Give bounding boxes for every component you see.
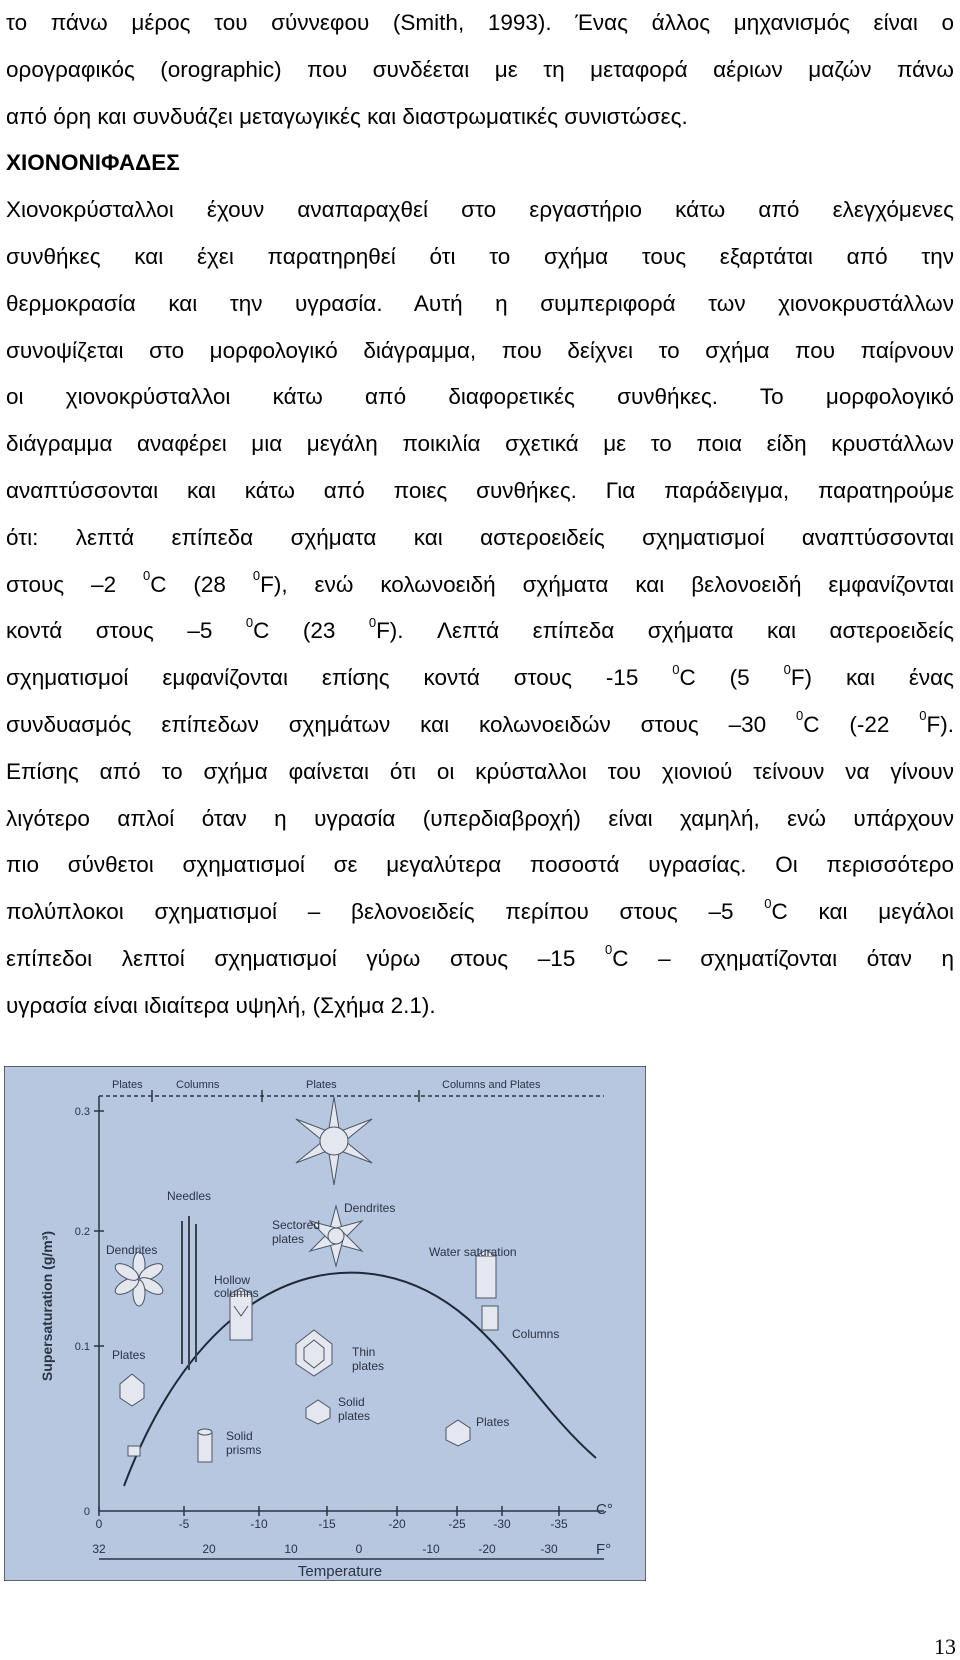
f-tick-label: -20 xyxy=(478,1542,496,1556)
label-plates-right: Plates xyxy=(476,1415,510,1429)
text-line: ορογραφικός (orographic) που συνδέεται με τη μεταφορά αέριων μαζών πάνω xyxy=(6,56,954,82)
text-line-degrees: επίπεδοι λεπτοί σχηματισμοί γύρω στους –15 $^0$C – σχηματίζονται όταν η xyxy=(6,942,954,971)
f-tick-label: -30 xyxy=(540,1542,558,1556)
label-solid-plates: plates xyxy=(338,1409,371,1423)
x-tick-label: -25 xyxy=(448,1517,466,1531)
top-region-labels xyxy=(112,1079,541,1091)
x-tick-label: -35 xyxy=(550,1517,568,1531)
diagram-svg xyxy=(4,1066,646,1581)
label-dendrites-top: Dendrites xyxy=(344,1201,396,1215)
label-columns-right: Columns xyxy=(512,1327,560,1341)
text-line: Επίσης από το σχήμα φαίνεται ότι οι κρύσταλλοι του χιονιού τείνουν να γίνουν xyxy=(6,758,954,784)
text-line: λιγότερο απλοί όταν η υγρασία (υπερδιαβροχή) είναι χαμηλή, ενώ υπάρχουν xyxy=(6,805,954,831)
label-plates-left: Plates xyxy=(112,1348,146,1362)
label-solid-prisms: prisms xyxy=(226,1443,262,1457)
y-tick-label: 0 xyxy=(83,1506,90,1518)
body-text xyxy=(6,0,954,1030)
x-tick-label: -20 xyxy=(388,1517,406,1531)
page-number: 13 xyxy=(934,1634,956,1659)
text-line: θερμοκρασία και την υγρασία. Αυτή η συμπεριφορά των χιονοκρυστάλλων xyxy=(6,290,954,316)
text-line: από όρη και συνδυάζει μεταγωγικές και διαστρωματικές συνιστώσες. xyxy=(6,103,688,129)
text-line: συνθήκες και έχει παρατηρηθεί ότι το σχήμα τους εξαρτάται από την xyxy=(6,243,954,269)
x-axis-title: Temperature xyxy=(297,1563,383,1580)
region-label: Columns xyxy=(176,1079,220,1091)
label-sectored-plates: plates xyxy=(272,1232,305,1246)
text-line: Χιονοκρύσταλλοι έχουν αναπαραχθεί στο εργαστήριο κάτω από ελεγχόμενες xyxy=(6,197,954,223)
celsius-unit: C° xyxy=(596,1501,613,1518)
text-line-degrees: κοντά στους –5 $^0$C (23 $^0$F). Λεπτά επίπεδα σχήματα και αστεροειδείς xyxy=(6,614,954,644)
label-water-saturation: Water saturation xyxy=(429,1245,517,1259)
text-line: πιο σύνθετοι σχηματισμοί σε μεγαλύτερα ποσοστά υγρασίας. Οι περισσότερο xyxy=(6,852,954,878)
f-tick-label: 0 xyxy=(355,1542,363,1556)
text-line-degrees: πολύπλοκοι σχηματισμοί – βελονοειδείς περίπου στους –5 $^0$C και μεγάλοι xyxy=(6,895,954,925)
text-line: αναπτύσσονται και κάτω από ποιες συνθήκες. Για παράδειγμα, παρατηρούμε xyxy=(6,477,954,503)
y-axis-title: Supersaturation (g/m³) xyxy=(39,1230,55,1382)
text-line-degrees: συνδυασμός επίπεδων σχημάτων και κολωνοειδών στους –30 $^0$C (-22 $^0$F). xyxy=(6,708,954,737)
x-tick-label: -30 xyxy=(493,1517,511,1531)
label-hollow-columns: columns xyxy=(214,1286,259,1300)
x-tick-label: 0 xyxy=(95,1517,103,1531)
label-needles: Needles xyxy=(167,1189,212,1203)
fahrenheit-unit: F° xyxy=(596,1541,612,1558)
x-tick-label: -5 xyxy=(178,1517,190,1531)
text-line: διάγραμμα αναφέρει μια μεγάλη ποικιλία σχετικά με το ποια είδη κρυστάλλων xyxy=(6,431,954,457)
text-line: το πάνω μέρος του σύννεφου (Smith, 1993). Ένας άλλος μηχανισμός είναι ο xyxy=(6,10,954,35)
region-label: Plates xyxy=(306,1079,337,1091)
f-tick-label: 10 xyxy=(284,1542,298,1556)
f-tick-label: 32 xyxy=(92,1542,106,1556)
f-tick-label: -10 xyxy=(422,1542,440,1556)
text-line-degrees: στους –2 $^0$C (28 $^0$F), ενώ κολωνοειδή σχήματα και βελονοειδή εμφανίζονται xyxy=(6,568,954,597)
label-thin-plates: plates xyxy=(352,1359,385,1373)
text-line: συνοψίζεται στο μορφολογικό διάγραμμα, που δείχνει το σχήμα που παίρνουν xyxy=(6,337,954,363)
x-tick-label: -10 xyxy=(250,1517,268,1531)
region-label: Columns and Plates xyxy=(442,1079,541,1091)
x-tick-label: -15 xyxy=(318,1517,336,1531)
y-tick-label: 0.2 xyxy=(74,1226,90,1238)
label-sectored: Sectored xyxy=(272,1218,321,1232)
label-dendrites-left: Dendrites xyxy=(106,1243,158,1257)
label-hollow: Hollow xyxy=(214,1273,251,1287)
label-solid-2: Solid xyxy=(226,1429,253,1443)
region-label: Plates xyxy=(112,1079,143,1091)
y-tick-label: 0.1 xyxy=(74,1341,90,1353)
text-line: υγρασία είναι ιδιαίτερα υψηλή, (Σχήμα 2.1). xyxy=(6,992,436,1018)
text-line: ότι: λεπτά επίπεδα σχήματα και αστεροειδείς σχηματισμοί αναπτύσσονται xyxy=(6,524,954,550)
f-tick-label: 20 xyxy=(202,1542,216,1556)
y-tick-label: 0.3 xyxy=(74,1106,90,1118)
label-solid: Solid xyxy=(338,1395,365,1409)
text-line-degrees: σχηματισμοί εμφανίζονται επίσης κοντά στους -15 $^0$C (5 $^0$F) και ένας xyxy=(6,661,954,691)
snowflake-morphology-diagram xyxy=(4,1066,646,1581)
text-line: οι χιονοκρύσταλλοι κάτω από διαφορετικές συνθήκες. Το μορφολογικό xyxy=(6,384,954,410)
section-heading: ΧΙΟΝΟΝΙΦΑΔΕΣ xyxy=(6,150,180,176)
label-thin: Thin xyxy=(352,1345,376,1359)
